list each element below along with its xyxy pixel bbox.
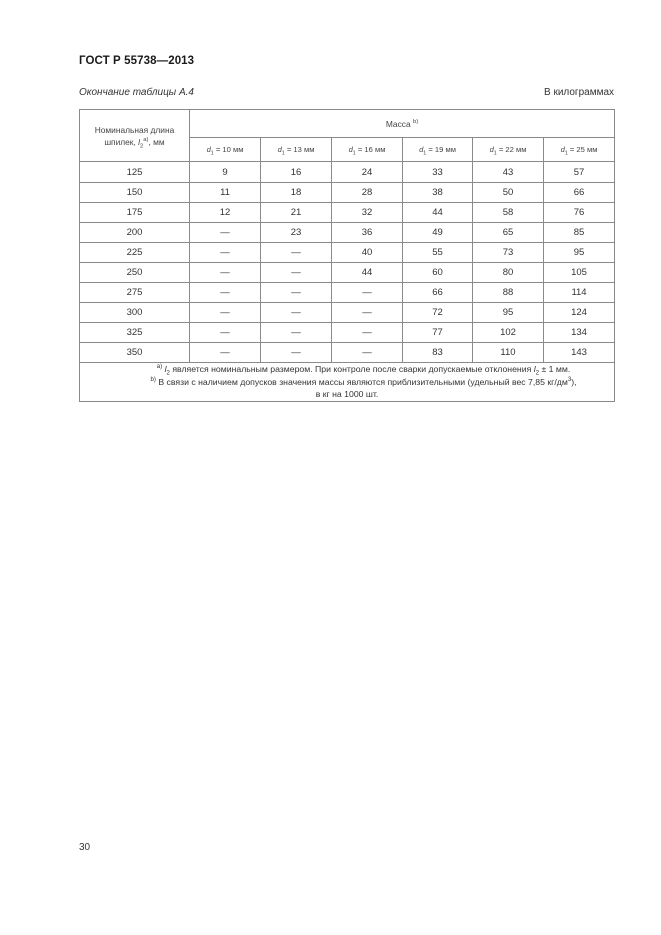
table-notes <box>80 363 615 402</box>
column-header-d5 <box>473 138 544 162</box>
column-header-text: = 16 мм <box>355 145 386 154</box>
table-cell-mass: — <box>190 283 261 303</box>
table-cell-mass: 85 <box>544 223 615 243</box>
row-header-nominal-length <box>80 110 190 162</box>
table-cell-mass: — <box>190 243 261 263</box>
table-cell-length: 225 <box>80 243 190 263</box>
column-header-var: d <box>206 145 211 154</box>
table-cell-mass: 9 <box>190 162 261 183</box>
table-cell-mass: 110 <box>473 343 544 363</box>
table-cell-mass: 80 <box>473 263 544 283</box>
table-body <box>80 162 615 363</box>
column-header-var-sub: 1 <box>423 150 427 157</box>
table-cell-mass: 83 <box>403 343 473 363</box>
table-cell-length: 200 <box>80 223 190 243</box>
table-cell-mass: 114 <box>544 283 615 303</box>
column-header-var-sub: 1 <box>210 150 214 157</box>
table-cell-mass: 143 <box>544 343 615 363</box>
table-cell-mass: 33 <box>403 162 473 183</box>
column-header-var-sub: 1 <box>564 150 568 157</box>
column-header-text: = 19 мм <box>426 145 456 154</box>
table-cell-mass: 55 <box>403 243 473 263</box>
note-a-text1: является номинальным размером. При контроле после сварки допускаемые отклонения <box>169 364 534 374</box>
column-header-var-sub: 1 <box>281 150 285 157</box>
note-a-var2: l <box>533 364 536 374</box>
table-caption-line <box>79 87 614 98</box>
column-header-var-sub: 1 <box>493 150 497 157</box>
table-cell-length: 150 <box>80 183 190 203</box>
mass-table <box>79 109 615 402</box>
units-note: В килограммах <box>544 87 614 98</box>
column-header-d4 <box>403 138 473 162</box>
note-b-mark: b) <box>150 375 156 383</box>
column-header-var: d <box>560 145 565 154</box>
note-b-text2: ), <box>571 376 577 387</box>
table-cell-mass: 43 <box>473 162 544 183</box>
note-a-var-sub: 2 <box>166 369 170 377</box>
column-header-d6 <box>544 138 615 162</box>
table-row <box>80 343 615 363</box>
row-header-suffix: , мм <box>148 136 165 147</box>
table-cell-mass: 11 <box>190 183 261 203</box>
note-a-var2-sub: 2 <box>535 369 540 377</box>
column-header-var-sub: 1 <box>352 150 356 157</box>
table-cell-mass: — <box>261 323 332 343</box>
table-cell-mass: 49 <box>403 223 473 243</box>
table-cell-mass: 12 <box>190 203 261 223</box>
table-cell-mass: 124 <box>544 303 615 323</box>
column-header-var: d <box>277 145 282 154</box>
table-cell-mass: — <box>261 343 332 363</box>
table-row <box>80 183 615 203</box>
table-cell-mass: 105 <box>544 263 615 283</box>
table-cell-mass: — <box>332 283 403 303</box>
table-cell-mass: 38 <box>403 183 473 203</box>
column-header-text: = 13 мм <box>284 145 315 154</box>
table-cell-length: 275 <box>80 283 190 303</box>
column-header-d3 <box>332 138 403 162</box>
table-row <box>80 223 615 243</box>
row-header-var: l <box>138 136 140 147</box>
note-a-mark: а) <box>156 363 163 371</box>
table-cell-mass: — <box>261 283 332 303</box>
table-row <box>80 263 615 283</box>
group-header-label: Масса <box>385 118 413 129</box>
table-cell-mass: 134 <box>544 323 615 343</box>
table-cell-mass: 40 <box>332 243 403 263</box>
row-header-footnote-mark: а) <box>143 136 149 143</box>
table-row <box>80 303 615 323</box>
table-row <box>80 283 615 303</box>
table-cell-mass: 77 <box>403 323 473 343</box>
note-b-line2: в кг на 1000 шт. <box>315 389 379 399</box>
table-cell-mass: — <box>261 263 332 283</box>
note-a-var: l <box>164 364 167 374</box>
column-header-d2 <box>261 138 332 162</box>
note-a-text2: ± 1 мм. <box>539 364 571 374</box>
row-header-line1: Номинальная длина <box>94 124 175 135</box>
table-cell-mass: — <box>190 323 261 343</box>
table-caption: Окончание таблицы А.4 <box>79 87 194 98</box>
table-cell-mass: 58 <box>473 203 544 223</box>
group-header-mass <box>190 110 615 138</box>
table-cell-mass: — <box>190 223 261 243</box>
table-cell-mass: 18 <box>261 183 332 203</box>
row-header-line2-prefix: шпилек, <box>104 136 139 147</box>
row-header-var-sub: 2 <box>140 143 144 150</box>
table-cell-mass: 65 <box>473 223 544 243</box>
table-cell-mass: 36 <box>332 223 403 243</box>
column-header-var: d <box>348 145 353 154</box>
group-header-footnote-mark: b) <box>412 118 419 125</box>
table-cell-mass: 44 <box>403 203 473 223</box>
table-cell-length: 300 <box>80 303 190 323</box>
table-cell-mass: — <box>332 323 403 343</box>
table-cell-mass: — <box>190 343 261 363</box>
table-cell-length: 250 <box>80 263 190 283</box>
table-cell-mass: 28 <box>332 183 403 203</box>
table-cell-mass: — <box>190 303 261 323</box>
table-cell-mass: 88 <box>473 283 544 303</box>
page-number: 30 <box>79 842 91 853</box>
table-cell-mass: 32 <box>332 203 403 223</box>
table-cell-mass: 66 <box>544 183 615 203</box>
table-row <box>80 162 615 183</box>
column-header-text: = 22 мм <box>496 145 527 154</box>
table-row <box>80 243 615 263</box>
note-b <box>80 376 614 389</box>
table-cell-mass: — <box>332 343 403 363</box>
table-cell-mass: 50 <box>473 183 544 203</box>
table-cell-mass: 60 <box>403 263 473 283</box>
header-row-group <box>80 110 615 138</box>
column-header-d1 <box>190 138 261 162</box>
table-cell-mass: — <box>261 243 332 263</box>
note-a <box>80 363 614 376</box>
table-row <box>80 203 615 223</box>
table-cell-mass: 102 <box>473 323 544 343</box>
table-cell-mass: — <box>332 303 403 323</box>
column-header-var: d <box>419 145 424 154</box>
table-cell-mass: 16 <box>261 162 332 183</box>
table-cell-mass: 72 <box>403 303 473 323</box>
table-cell-mass: 95 <box>473 303 544 323</box>
table-cell-mass: 44 <box>332 263 403 283</box>
table-cell-mass: 21 <box>261 203 332 223</box>
column-header-text: = 10 мм <box>213 145 244 154</box>
table-row <box>80 323 615 343</box>
table-cell-mass: 23 <box>261 223 332 243</box>
document-header: ГОСТ Р 55738—2013 <box>79 55 195 67</box>
table-cell-mass: — <box>261 303 332 323</box>
table-cell-length: 350 <box>80 343 190 363</box>
table-cell-mass: 76 <box>544 203 615 223</box>
column-header-text: = 25 мм <box>567 145 598 154</box>
table-cell-mass: 24 <box>332 162 403 183</box>
table-cell-mass: 57 <box>544 162 615 183</box>
table-cell-mass: — <box>190 263 261 283</box>
notes-row <box>80 363 615 402</box>
table-cell-length: 325 <box>80 323 190 343</box>
note-b-sup: 3 <box>567 375 572 383</box>
table-cell-length: 125 <box>80 162 190 183</box>
column-header-var: d <box>489 145 494 154</box>
table-cell-length: 175 <box>80 203 190 223</box>
table-cell-mass: 73 <box>473 243 544 263</box>
note-b-text1: В связи с наличием допусков значения массы являются приблизительными (удельный вес 7,85 кг/дм <box>155 376 568 387</box>
table-cell-mass: 95 <box>544 243 615 263</box>
table-cell-mass: 66 <box>403 283 473 303</box>
